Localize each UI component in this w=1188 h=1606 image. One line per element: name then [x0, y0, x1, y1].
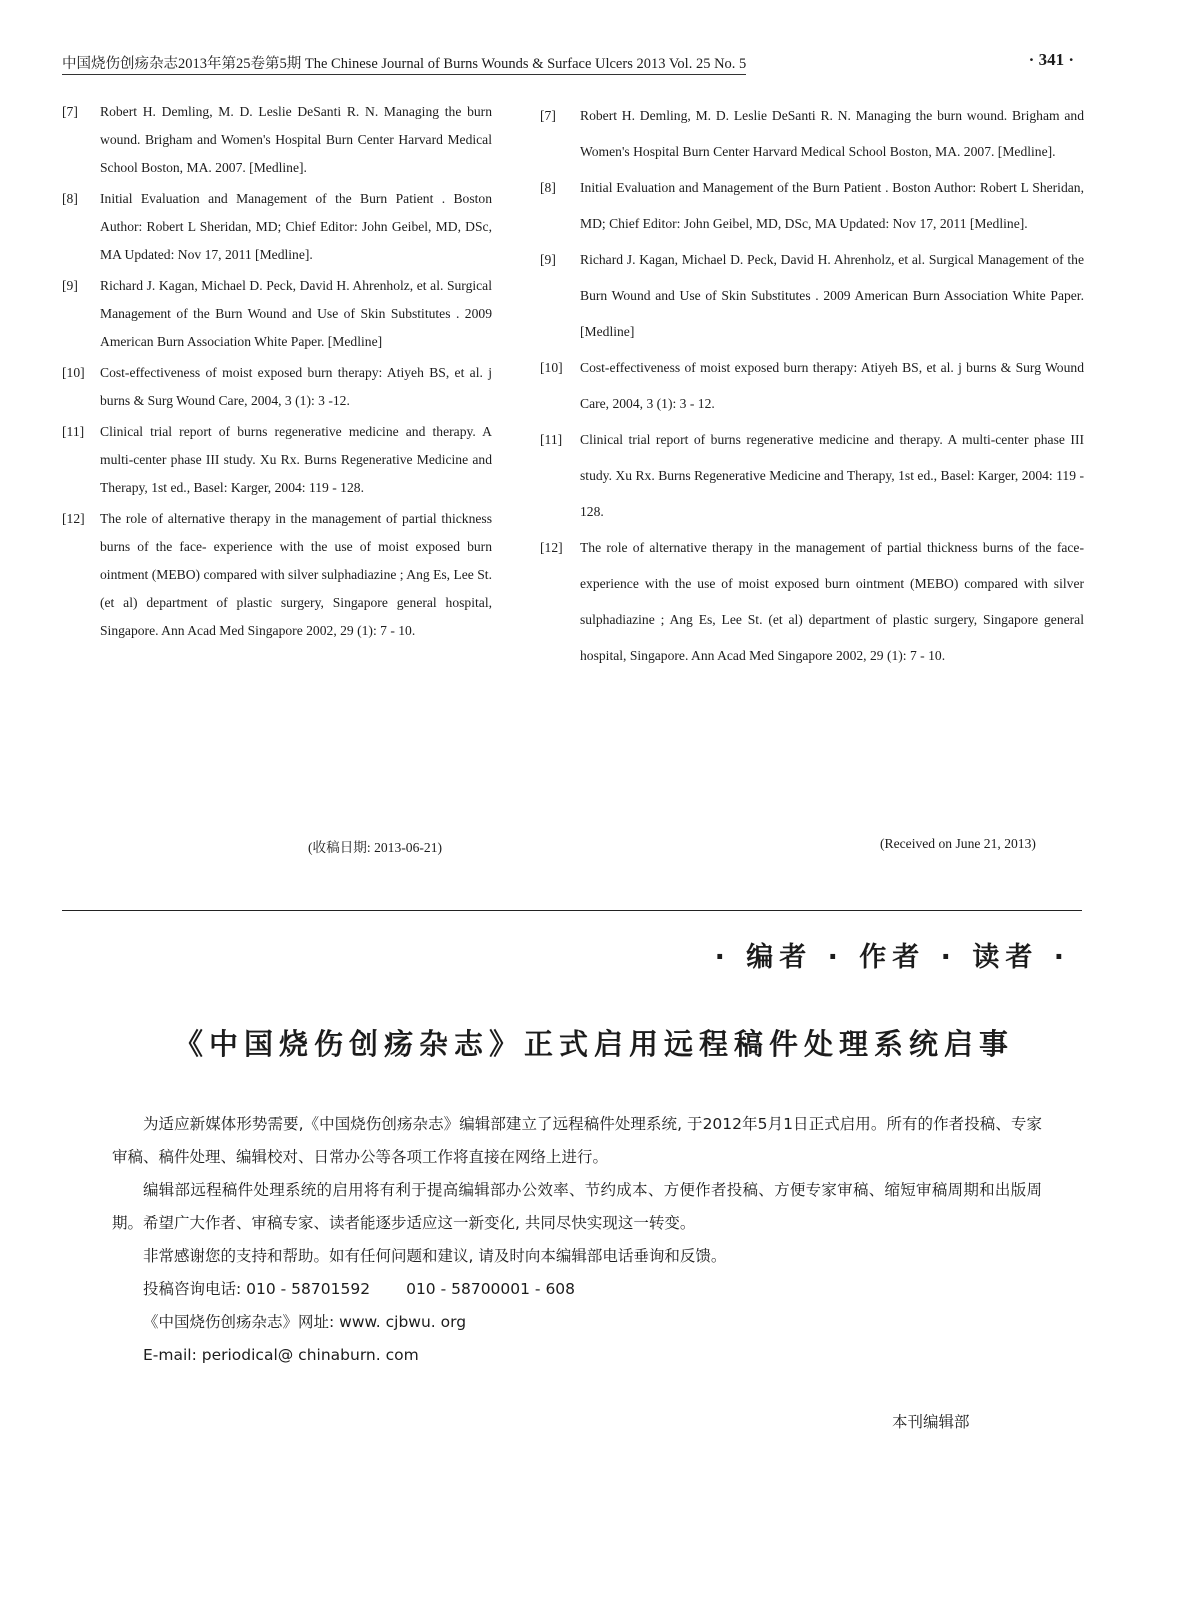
reference-text: Robert H. Demling, M. D. Leslie DeSanti R. N. Managing the burn wound. Brigham and Women's Hospital Burn Center Harvard Medical School Boston, MA. 2007. [Medline].	[580, 108, 1084, 159]
reference-item	[540, 242, 1084, 350]
reference-item	[62, 98, 492, 182]
reference-text: Clinical trial report of burns regenerative medicine and therapy. A multi-center phase III study. Xu Rx. Burns Regenerative Medicine and Therapy, 1st ed., Basel: Karger, 2004: 119 - 128.	[100, 424, 492, 495]
reference-item	[62, 185, 492, 269]
section-label: · 编者 · 作者 · 读者 ·	[714, 942, 1070, 973]
contact-phone-line	[112, 1273, 1042, 1306]
reference-text: Clinical trial report of burns regenerative medicine and therapy. A multi-center phase III study. Xu Rx. Burns Regenerative Medicine and Therapy, 1st ed., Basel: Karger, 2004: 119 - 128.	[580, 432, 1084, 519]
reference-text: Initial Evaluation and Management of the Burn Patient . Boston Author: Robert L Sheridan, MD; Chief Editor: John Geibel, MD, DSc, MA Updated: Nov 17, 2011 [Medline].	[100, 191, 492, 262]
reference-number: [8]	[540, 180, 556, 195]
reference-number: [9]	[62, 278, 78, 293]
notice-body	[112, 1108, 1042, 1372]
reference-text: Initial Evaluation and Management of the Burn Patient . Boston Author: Robert L Sheridan, MD; Chief Editor: John Geibel, MD, DSc, MA Updated: Nov 17, 2011 [Medline].	[580, 180, 1084, 231]
phone-secondary: 010 - 58700001 - 608	[406, 1280, 576, 1298]
email-line: E-mail: periodical@ chinaburn. com	[143, 1346, 419, 1364]
reference-number: [7]	[540, 108, 556, 123]
reference-number: [10]	[540, 360, 563, 375]
reference-number: [7]	[62, 104, 78, 119]
reference-text: The role of alternative therapy in the management of partial thickness burns of the face- experience with the use of moist exposed burn ointment (MEBO) compared with silver sulphadiazine ; Ang Es, Lee St. (et al) department of plastic surgery, Singapore general hospital, Singapore. Ann Acad Med Singapore 2002, 29 (1): 7 - 10.	[580, 540, 1084, 663]
reference-number: [11]	[62, 424, 85, 439]
reference-text: Cost-effectiveness of moist exposed burn therapy: Atiyeh BS, et al. j burns & Surg Wound Care, 2004, 3 (1): 3 - 12.	[580, 360, 1084, 411]
reference-number: [8]	[62, 191, 78, 206]
right-reference-column	[540, 98, 1084, 674]
reference-item	[540, 170, 1084, 242]
reference-text: Richard J. Kagan, Michael D. Peck, David H. Ahrenholz, et al. Surgical Management of the Burn Wound and Use of Skin Substitutes . 2009 American Burn Association White Paper. [Medline]	[100, 278, 492, 349]
received-date-chinese: (收稿日期: 2013-06-21)	[308, 840, 443, 855]
reference-item	[62, 505, 492, 645]
page-number: · 341 ·	[1028, 50, 1074, 69]
notice-paragraph: 编辑部远程稿件处理系统的启用将有利于提高编辑部办公效率、节约成本、方便作者投稿、方便专家审稿、缩短审稿周期和出版周期。希望广大作者、审稿专家、读者能逐步适应这一新变化, 共同尽快实现这一转变。	[112, 1181, 1042, 1232]
editorial-signature: 本刊编辑部	[892, 1413, 970, 1431]
reference-text: Cost-effectiveness of moist exposed burn therapy: Atiyeh BS, et al. j burns & Surg Wound Care, 2004, 3 (1): 3 -12.	[100, 365, 492, 408]
left-reference-column	[62, 98, 492, 648]
notice-paragraph: 为适应新媒体形势需要,《中国烧伤创疡杂志》编辑部建立了远程稿件处理系统, 于2012年5月1日正式启用。所有的作者投稿、专家审稿、稿件处理、编辑校对、日常办公等各项工作将直接在网络上进行。	[112, 1115, 1042, 1166]
reference-item	[62, 359, 492, 415]
reference-text: The role of alternative therapy in the management of partial thickness burns of the face- experience with the use of moist exposed burn ointment (MEBO) compared with silver sulphadiazine ; Ang Es, Lee St. (et al) department of plastic surgery, Singapore general hospital, Singapore. Ann Acad Med Singapore 2002, 29 (1): 7 - 10.	[100, 511, 492, 638]
notice-paragraph: 非常感谢您的支持和帮助。如有任何问题和建议, 请及时向本编辑部电话垂询和反馈。	[143, 1247, 727, 1265]
reference-number: [11]	[540, 432, 563, 447]
notice-title: 《中国烧伤创疡杂志》正式启用远程稿件处理系统启事	[173, 1027, 1014, 1061]
reference-item	[540, 98, 1084, 170]
reference-number: [12]	[62, 511, 85, 526]
reference-text: Robert H. Demling, M. D. Leslie DeSanti R. N. Managing the burn wound. Brigham and Women's Hospital Burn Center Harvard Medical School Boston, MA. 2007. [Medline].	[100, 104, 492, 175]
reference-item	[540, 422, 1084, 530]
reference-item	[540, 350, 1084, 422]
reference-item	[62, 272, 492, 356]
reference-number: [9]	[540, 252, 556, 267]
section-divider	[62, 910, 1082, 911]
reference-number: [10]	[62, 365, 85, 380]
reference-item	[540, 530, 1084, 674]
reference-item	[62, 418, 492, 502]
journal-header-line: 中国烧伤创疡杂志2013年第25卷第5期 The Chinese Journal of Burns Wounds & Surface Ulcers 2013 Vol. 25 No. 5	[62, 52, 746, 75]
reference-text: Richard J. Kagan, Michael D. Peck, David H. Ahrenholz, et al. Surgical Management of the Burn Wound and Use of Skin Substitutes . 2009 American Burn Association White Paper. [Medline]	[580, 252, 1084, 339]
received-date-english: (Received on June 21, 2013)	[880, 836, 1036, 851]
phone-primary: 投稿咨询电话: 010 - 58701592	[143, 1280, 371, 1298]
running-header	[62, 52, 1082, 76]
reference-number: [12]	[540, 540, 563, 555]
website-line: 《中国烧伤创疡杂志》网址: www. cjbwu. org	[143, 1313, 467, 1331]
